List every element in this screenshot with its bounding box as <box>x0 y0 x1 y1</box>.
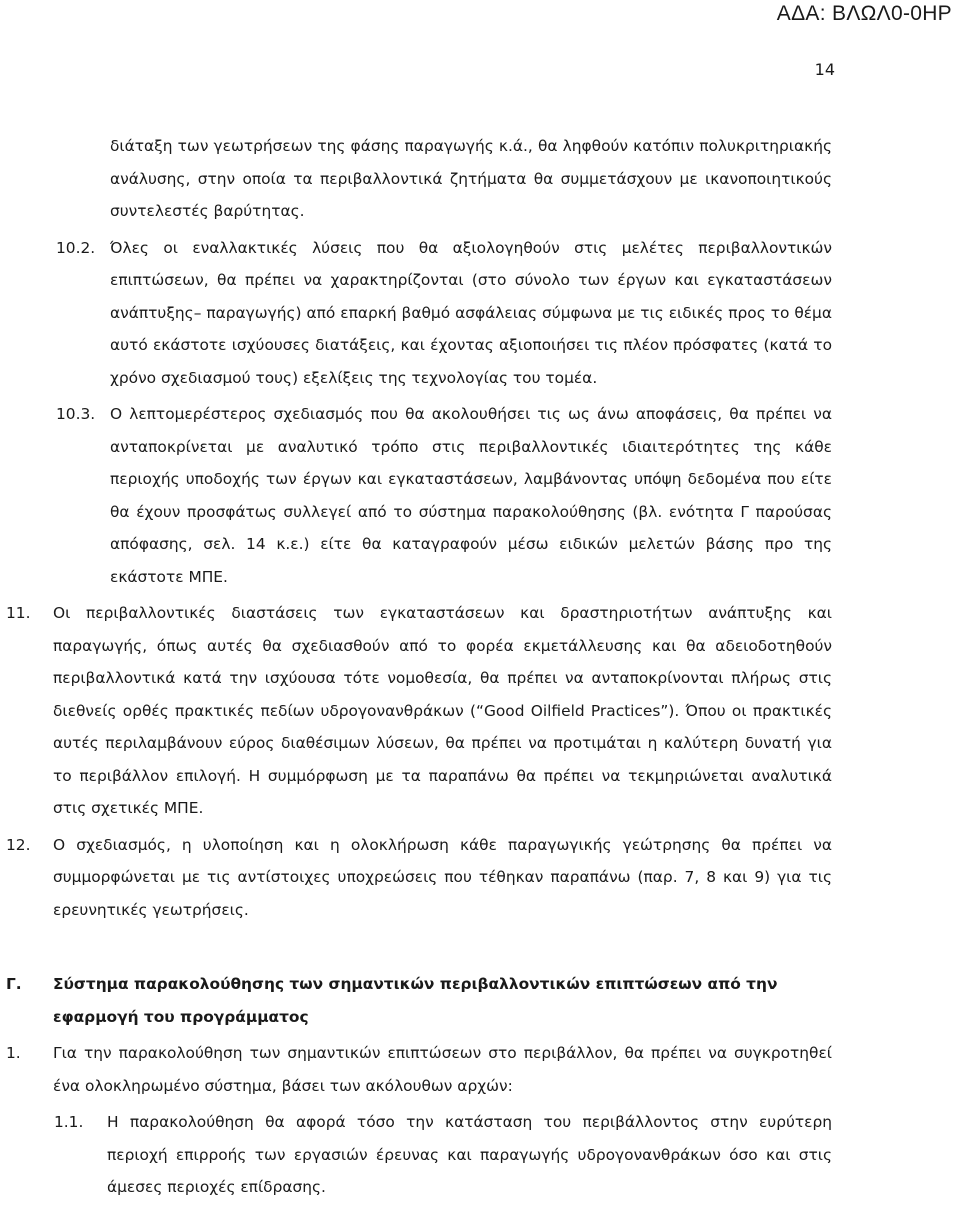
paragraph-text: Ο λεπτομερέστερος σχεδιασμός που θα ακολουθήσει τις ως άνω αποφάσεις, θα πρέπει να ανταποκρίνεται με αναλυτικό τρόπο στις περιβαλλοντικές ιδιαιτερότητες της κάθε περιοχής υποδοχής των έργων και εγκαταστάσεων, λαμβάνοντας υπόψη δεδομένα που είτε θα έχουν προσφάτως συλλεγεί από το σύστημα παρακολούθησης (βλ. ενότητα Γ παρούσας απόφασης, σελ. 14 κ.ε.) είτε θα καταγραφούν μέσω ειδικών μελετών βάσης προ της εκάστοτε ΜΠΕ. <box>110 405 832 586</box>
paragraph-g-1 <box>6 1037 832 1102</box>
section-heading-g <box>6 968 832 1033</box>
paragraph-continuation: διάταξη των γεωτρήσεων της φάσης παραγωγής κ.ά., θα ληφθούν κατόπιν πολυκριτηριακής ανάλυσης, στην οποία τα περιβαλλοντικά ζητήματα θα συμμετάσχουν με ικανοποιητικούς συντελεστές βαρύτητας. <box>110 137 832 220</box>
document-body <box>0 130 960 1204</box>
paragraph-text: Η παρακολούθηση θα αφορά τόσο την κατάσταση του περιβάλλοντος στην ευρύτερη περιοχή επιρροής των εργασιών έρευνας και παραγωγής υδρογονανθράκων όσο και στις άμεσες περιοχές επίδρασης. <box>107 1113 832 1196</box>
paragraph-11 <box>6 597 832 825</box>
section-letter: Γ. <box>6 975 22 993</box>
paragraph-number: 10.3. <box>56 405 96 423</box>
paragraph-10-3 <box>56 398 832 593</box>
paragraph-number: 10.2. <box>56 238 96 257</box>
paragraph-number: 12. <box>6 835 31 854</box>
paragraph-text: Για την παρακολούθηση των σημαντικών επιπτώσεων στο περιβάλλον, θα πρέπει να συγκροτηθεί ένα ολοκληρωμένο σύστημα, βάσει των ακόλουθων αρχών: <box>53 1044 832 1095</box>
paragraph-g-1-1 <box>54 1106 832 1204</box>
paragraph-number: 1.1. <box>54 1113 84 1131</box>
ada-code: ΑΔΑ: ΒΛΩΛ0-0ΗΡ <box>776 2 952 25</box>
page-number: 14 <box>814 60 835 79</box>
paragraph-12 <box>6 829 832 927</box>
paragraph-text: Ο σχεδιασμός, η υλοποίηση και η ολοκλήρωση κάθε παραγωγικής γεώτρησης θα πρέπει να συμμορφώνεται με τις αντίστοιχες υποχρεώσεις που τέθηκαν παραπάνω (παρ. 7, 8 και 9) για τις ερευνητικές γεωτρήσεις. <box>53 835 832 919</box>
paragraph-text: Όλες οι εναλλακτικές λύσεις που θα αξιολογηθούν στις μελέτες περιβαλλοντικών επιπτώσεων, θα πρέπει να χαρακτηρίζονται (στο σύνολο των έργων και εγκαταστάσεων ανάπτυξης– παραγωγής) από επαρκή βαθμό ασφάλειας σύμφωνα με τις ειδικές προς το θέμα αυτό εκάστοτε ισχύουσες διατάξεις, και έχοντας αξιοποιήσει τις πλέον πρόσφατες (κατά το χρόνο σχεδιασμού τους) εξελίξεις της τεχνολογίας του τομέα. <box>110 238 832 387</box>
paragraph-number: 1. <box>6 1044 21 1062</box>
paragraph-10-2 <box>56 232 832 395</box>
paragraph-text: Οι περιβαλλοντικές διαστάσεις των εγκαταστάσεων και δραστηριοτήτων ανάπτυξης και παραγωγής, όπως αυτές θα σχεδιασθούν από το φορέα εκμετάλλευσης και θα αδειοδοτηθούν περιβαλλοντικά κατά την ισχύουσα τότε νομοθεσία, θα πρέπει να ανταποκρίνονται πλήρως στις διεθνείς ορθές πρακτικές πεδίων υδρογονανθράκων (“Good Oilfield Practices”). Όπου οι πρακτικές αυτές περιλαμβάνουν εύρος διαθέσιμων λύσεων, θα πρέπει να προτιμάται η καλύτερη δυνατή για το περιβάλλον επιλογή. Η συμμόρφωση με τα παραπάνω θα πρέπει να τεκμηριώνεται αναλυτικά στις σχετικές ΜΠΕ. <box>53 604 832 817</box>
section-title: Σύστημα παρακολούθησης των σημαντικών περιβαλλοντικών επιπτώσεων από την εφαρμογή του προγράμματος <box>53 975 778 1026</box>
paragraph-number: 11. <box>6 604 31 622</box>
